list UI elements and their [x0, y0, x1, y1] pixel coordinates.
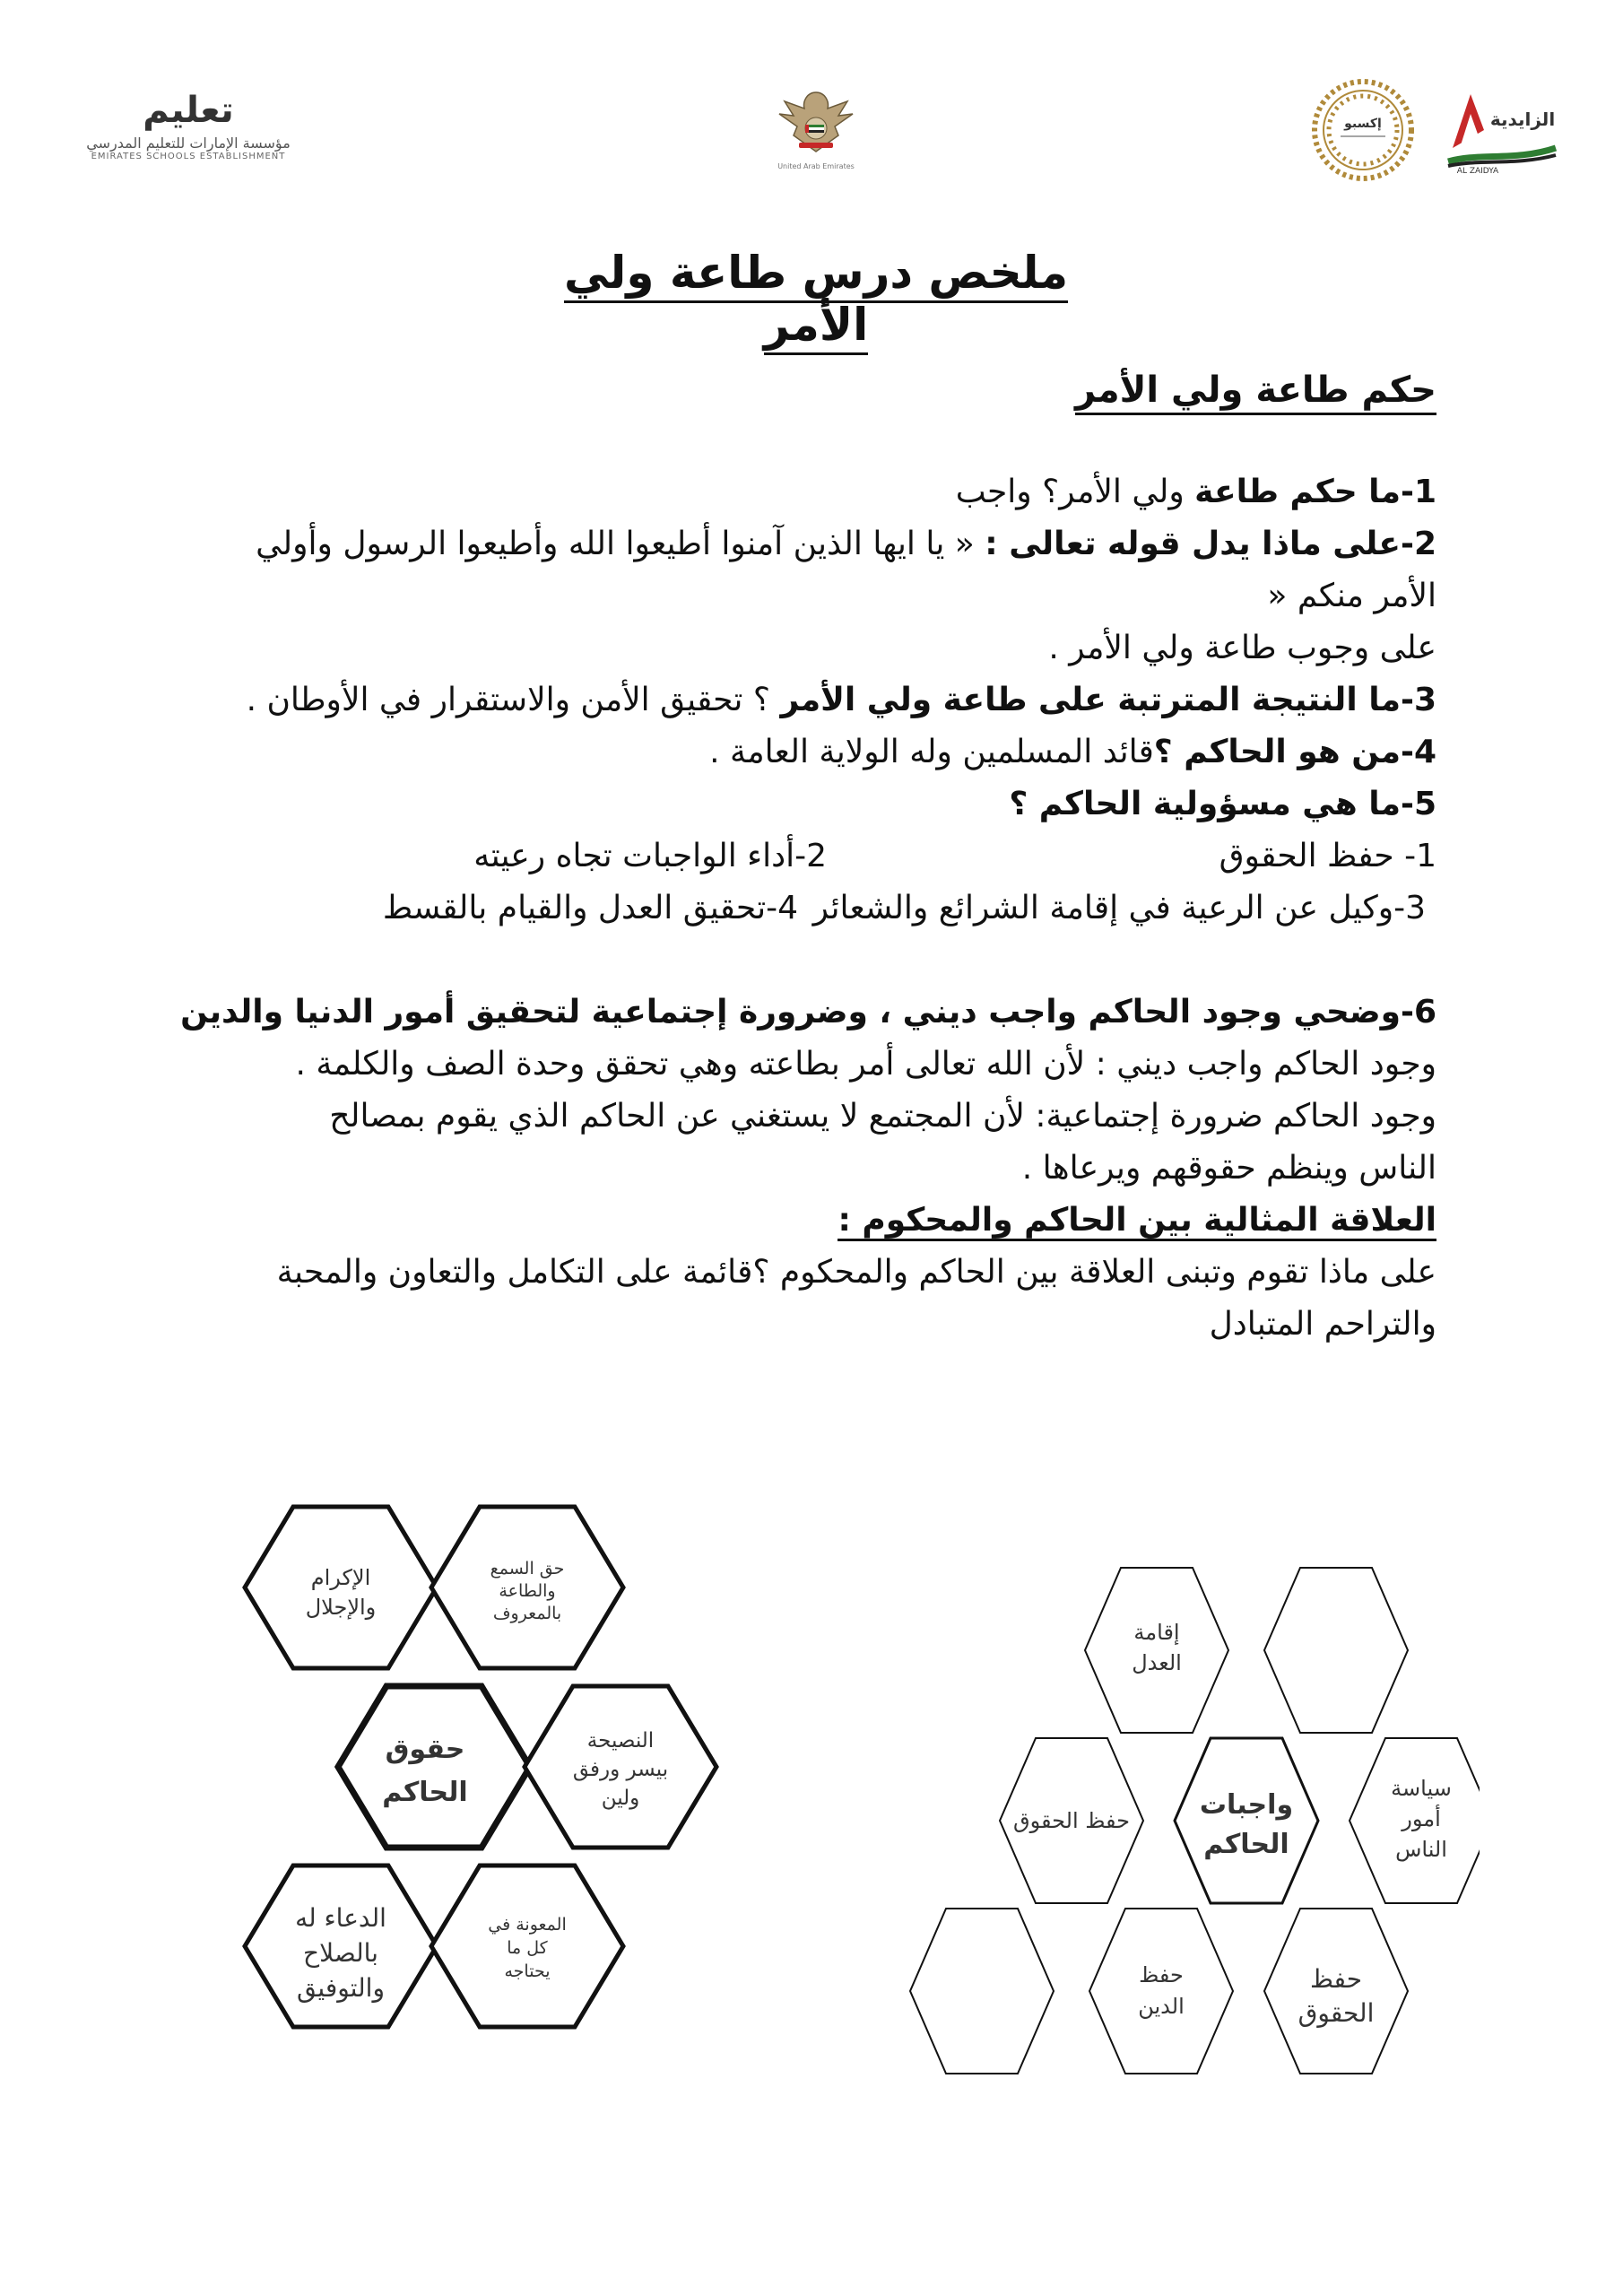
responsibility-item: 3-وكيل عن الرعية في إقامة الشرائع والشعائر [812, 890, 1426, 926]
question-6-line3: الناس وينظم حقوقهم ويرعاها . [1021, 1150, 1436, 1187]
hex-text: كل ما [507, 1938, 548, 1958]
question-2-label: 2-على ماذا يدل قوله تعالى : [985, 526, 1436, 562]
responsibility-item: 1- حفظ الحقوق [1219, 838, 1436, 874]
spacer [181, 935, 1436, 987]
hex-center-text: الحاكم [1203, 1829, 1289, 1860]
responsibilities-row-1 [181, 831, 1436, 883]
responsibility-item: 4-تحقيق العدل والقيام بالقسط [382, 890, 798, 926]
uae-emblem-logo [767, 85, 865, 170]
hex-text: الدعاء له [295, 1903, 386, 1933]
expo-logo [1305, 72, 1421, 188]
hex-text: العدل [1132, 1650, 1182, 1675]
hex-text: يحتاجه [504, 1961, 551, 1981]
question-2-verse: « يا ايها الذين آمنوا أطيعوا الله وأطيعوا الرسول وأولي [256, 526, 985, 562]
hex-bottom-left [1089, 1909, 1233, 2074]
hex-text: بالمعروف [492, 1604, 562, 1623]
ruler-duties-hex-diagram [897, 1561, 1480, 2081]
question-1-label: 1-ما حكم طاعة [1194, 474, 1436, 510]
question-1 [181, 466, 1436, 518]
hex-center [1175, 1738, 1318, 1903]
question-3-answer: ؟ تحقيق الأمن والاستقرار في الأوطان . [246, 682, 781, 718]
responsibilities-row-2 [181, 883, 1436, 935]
question-2-answer: على وجوب طاعة ولي الأمر . [1048, 630, 1436, 666]
hex-text: حفظ الحقوق [1012, 1808, 1131, 1833]
hex-text: حفظ [1309, 1964, 1363, 1994]
question-6-line2: وجود الحاكم ضرورة إجتماعية: لأن المجتمع لا يستغني عن الحاكم الذي يقوم بمصالح [329, 1098, 1436, 1135]
page-title-text: ملخص درس طاعة ولي الأمر [564, 247, 1068, 355]
hex-center [338, 1686, 530, 1848]
hex-text: حق السمع [490, 1559, 565, 1578]
question-3 [181, 674, 1436, 726]
falcon-emblem-icon [767, 85, 865, 157]
relation-line1: على ماذا تقوم وتبنى العلاقة بين الحاكم والمحكوم ؟قائمة على التكامل والتعاون والمحبة [276, 1254, 1436, 1291]
hex-text: إقامة [1133, 1620, 1180, 1645]
logo-ar-title: تعليم [143, 90, 234, 131]
question-6-line1: وجود الحاكم واجب ديني : لأن الله تعالى أمر بطاعته وهي تحقق وحدة الصف والكلمة . [295, 1046, 1436, 1083]
question-1-answer: ولي الأمر؟ واجب [955, 474, 1195, 510]
question-2 [181, 518, 1436, 570]
hex-text: والإجلال [305, 1595, 377, 1620]
hex-bottom-far-left [910, 1909, 1054, 2074]
hex-text: الدين [1138, 1994, 1185, 2019]
responsibility-item: 2-أداء الواجبات تجاه رعيته [473, 838, 827, 874]
section-title-text: حكم طاعة ولي الأمر [1075, 370, 1436, 415]
hex-top-right [1264, 1568, 1408, 1733]
question-4 [181, 726, 1436, 778]
relation-title-text: العلاقة المثالية بين الحاكم والمحكوم : [838, 1202, 1436, 1241]
question-6 [181, 987, 1436, 1039]
hex-text: النصيحة [586, 1729, 655, 1752]
hex-text: ولين [601, 1787, 640, 1810]
logo-en-subtitle: EMIRATES SCHOOLS ESTABLISHMENT [91, 152, 286, 161]
hex-text: بالصلاح [303, 1938, 378, 1968]
question-5-label: 5-ما هي مسؤولية الحاكم ؟ [1009, 786, 1436, 822]
uae-caption: United Arab Emirates [777, 162, 855, 170]
ruler-rights-hex-diagram [233, 1498, 789, 2090]
question-2-line2: الأمر منكم « [1267, 578, 1436, 614]
al-zaidya-logo [1444, 76, 1560, 175]
hex-text: حفظ [1139, 1962, 1184, 1987]
logo-ar-subtitle: مؤسسة الإمارات للتعليم المدرسي [86, 135, 291, 152]
lesson-content [181, 466, 1436, 1351]
emirates-schools-logo [72, 90, 305, 188]
hex-center-text: حقوق [385, 1734, 465, 1765]
hex-text: بيسر ورفق [572, 1758, 669, 1781]
hex-center-text: واجبات [1199, 1789, 1294, 1821]
page-title [538, 247, 1094, 351]
question-3-label: 3-ما النتيجة المترتبة على طاعة ولي الأمر [780, 682, 1436, 718]
hex-text: أمور [1402, 1806, 1441, 1831]
relation-title [181, 1195, 1436, 1247]
expo-text: إكسبو [1344, 117, 1382, 131]
hex-center-text: الحاكم [382, 1777, 468, 1808]
question-4-answer: قائد المسلمين وله الولاية العامة . [709, 734, 1154, 770]
hex-text: الإكرام [310, 1565, 371, 1590]
question-4-label: 4-من هو الحاكم ؟ [1153, 734, 1436, 770]
zaidya-en: AL ZAIDYA [1456, 167, 1499, 175]
question-5 [181, 778, 1436, 831]
hex-text: الحقوق [1298, 1998, 1375, 2028]
question-6-label: 6-وضحي وجود الحاكم واجب ديني ، وضرورة إجتماعية لتحقيق أمور الدنيا والدين [180, 994, 1436, 1031]
hex-text: والطاعة [499, 1581, 556, 1601]
zaidya-ar: الزايدية [1489, 109, 1556, 130]
hex-text: سياسة [1391, 1776, 1452, 1801]
hex-text: والتوفيق [297, 1973, 385, 2003]
relation-line2: والتراحم المتبادل [1209, 1306, 1436, 1343]
hex-text: الناس [1395, 1837, 1447, 1862]
hex-text: المعونة في [488, 1915, 567, 1935]
section-title [1075, 370, 1436, 411]
